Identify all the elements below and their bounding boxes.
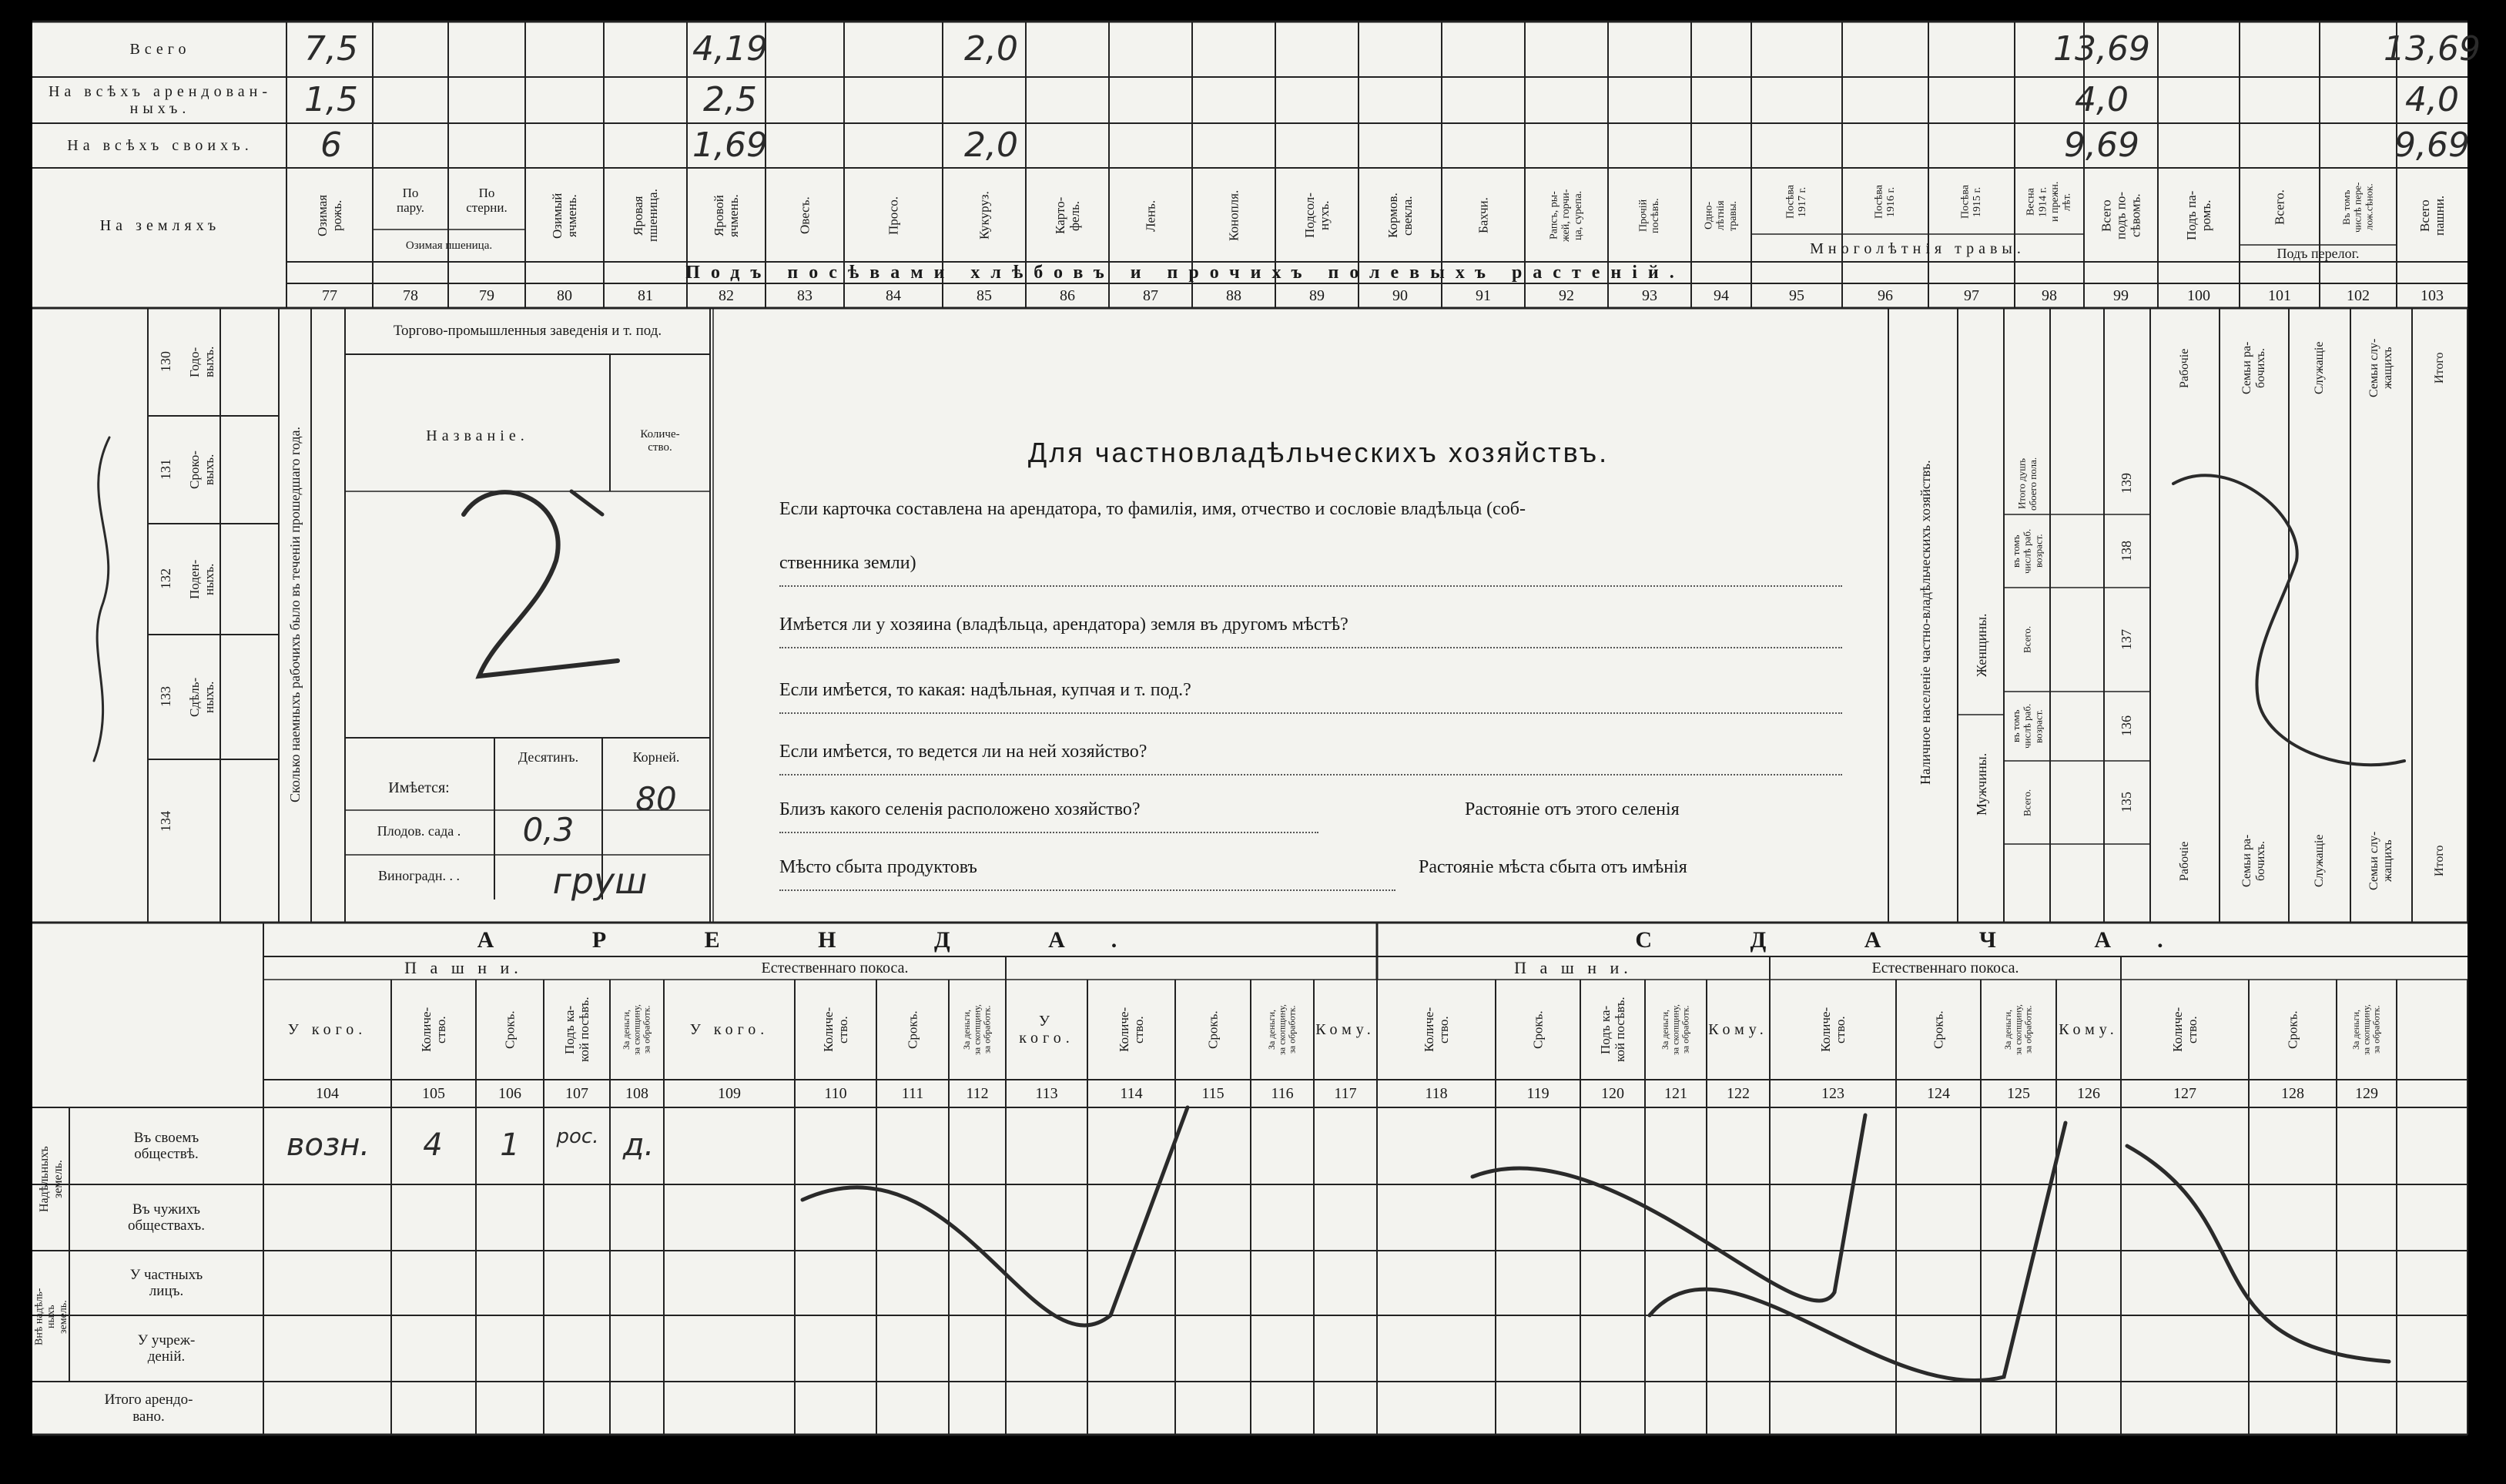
lease-column-header: У кого. <box>1019 1012 1074 1047</box>
column-number: 132 <box>157 568 173 590</box>
crop-column-header: Конопля. <box>1226 189 1241 242</box>
worker-type: Сроко- выхъ. <box>186 451 216 489</box>
question-text: Если карточка составлена на арендатора, то фамилiя, имя, отчество и сословiе владѣльца (соб- <box>779 499 1526 519</box>
lease-column-header: У кого. <box>689 1020 769 1038</box>
column-number: 100 <box>2187 286 2210 304</box>
question-text: Если имѣется, то ведется ли на ней хозяйство? <box>779 742 1842 775</box>
staff-column-bottom: Семьи ра- бочихъ. <box>2240 834 2267 888</box>
lease-row-label: У учреж- денiй. <box>137 1332 196 1365</box>
crop-column-header: Яровой ячмень. <box>711 194 741 237</box>
column-number: 139 <box>2118 473 2134 494</box>
handwritten-value: 2,0 <box>964 126 1018 166</box>
handwritten-value: 4 <box>423 1127 443 1163</box>
vineyard-label: Виноградн. . . <box>378 867 460 883</box>
column-number: 112 <box>966 1084 989 1102</box>
column-number: 82 <box>719 286 734 304</box>
lease-row-label: Въ чужихъ обществахъ. <box>128 1201 205 1234</box>
lease-column-header: Кому. <box>1315 1020 1375 1038</box>
lease-column-header: Срокъ. <box>1931 1010 1946 1049</box>
population-column: Всего. <box>2021 625 2033 654</box>
handwritten-value: 2,5 <box>703 80 757 120</box>
column-number: 80 <box>557 286 572 304</box>
handwritten-value: груш <box>552 860 648 903</box>
crop-column-header: Кукуруз. <box>977 191 992 240</box>
column-number: 136 <box>2118 715 2134 737</box>
handwritten-value: 0,3 <box>522 811 575 849</box>
column-number: 78 <box>403 286 418 304</box>
column-number: 84 <box>886 286 901 304</box>
quantity-column-header: Количе- ство. <box>640 428 680 454</box>
population-column: въ томъ числѣ раб. возраст. <box>2010 528 2045 574</box>
crop-column-header: Всего подъ по- сѣвомъ. <box>2099 191 2143 240</box>
handwritten-value: 4,0 <box>2075 80 2129 120</box>
lease-column-header: Количе- ство. <box>418 1007 448 1053</box>
column-number: 108 <box>625 1084 648 1102</box>
handwritten-dash-mark <box>571 491 602 514</box>
handwritten-dash-mark <box>94 437 109 761</box>
column-number: 124 <box>1927 1084 1950 1102</box>
column-number: 107 <box>565 1084 588 1102</box>
column-number: 113 <box>1035 1084 1058 1102</box>
column-number: 110 <box>824 1084 847 1102</box>
handwritten-value: 9,69 <box>2394 126 2470 166</box>
crop-column-header: Посѣва 1916 г. <box>1873 185 1897 219</box>
column-number: 104 <box>316 1084 339 1102</box>
column-number: 97 <box>1964 286 1979 304</box>
crop-column-header: Посѣва 1917 г. <box>1784 185 1808 219</box>
column-number: 125 <box>2007 1084 2030 1102</box>
crop-column-header: Озимая рожь. <box>314 194 344 237</box>
handwritten-value: 6 <box>320 126 342 166</box>
column-number: 135 <box>2118 792 2134 813</box>
crop-column-header: Въ томъ числѣ пере- лож.сѣнок. <box>2340 182 2375 233</box>
column-number: 118 <box>1425 1084 1448 1102</box>
column-number: 117 <box>1334 1084 1357 1102</box>
lease-column-header: Подъ ка- кой посѣвъ. <box>1597 997 1627 1063</box>
question-text: Если имѣется, то какая: надѣльная, купчая и т. под.? <box>779 680 1842 714</box>
crop-column-header: Овесъ. <box>797 196 812 235</box>
staff-column-top: Служащiе <box>2313 341 2327 395</box>
column-number: 128 <box>2281 1084 2304 1102</box>
row-label: На земляхъ <box>99 216 221 234</box>
lease-column-header: Количе- ство. <box>1421 1007 1451 1053</box>
handwritten-value: 4,19 <box>692 29 768 69</box>
lease-column-header: За деньги, за скопщину, за обработк. <box>1659 1004 1691 1055</box>
trade-establishments-title: Торгово-промышленныя заведенiя и т. под. <box>393 323 662 340</box>
column-number: 90 <box>1392 286 1408 304</box>
non-allotment-group-label: Внѣ надѣль- ныхъ земель. <box>33 1288 69 1346</box>
lease-column-header: Срокъ. <box>2285 1010 2300 1049</box>
handwritten-value: 2,0 <box>964 29 1018 69</box>
crop-column-header: Всего. <box>2272 189 2287 225</box>
handwritten-value: 1 <box>500 1127 520 1163</box>
roots-header: Корней. <box>632 749 680 765</box>
lease-row-label: Въ своемъ обществѣ. <box>133 1129 199 1162</box>
worker-type: Поден- ныхъ. <box>186 559 216 599</box>
column-number: 123 <box>1821 1084 1844 1102</box>
worker-type: Годо- выхъ. <box>186 346 216 378</box>
column-number: 89 <box>1309 286 1325 304</box>
column-number: 96 <box>1878 286 1893 304</box>
column-number: 85 <box>977 286 992 304</box>
column-number: 127 <box>2173 1084 2196 1102</box>
crop-column-header: Подсол- нухъ. <box>1302 193 1332 239</box>
row-label: На всѣхъ арендован- ныхъ. <box>48 82 272 117</box>
crop-column-header: Карто- фель. <box>1052 196 1082 235</box>
column-number: 88 <box>1226 286 1241 304</box>
column-number: 93 <box>1642 286 1657 304</box>
population-column: въ томъ числѣ раб. возраст. <box>2010 703 2045 749</box>
column-number: 131 <box>157 459 173 481</box>
handwritten-value: 1,69 <box>692 126 768 166</box>
column-number: 105 <box>422 1084 445 1102</box>
lease-column-header: За деньги, за скопщину, за обработк. <box>2350 1004 2382 1055</box>
population-label: Наличное населенiе частно-владѣльческихъ хозяйствъ. <box>1917 460 1933 785</box>
lease-column-header: Количе- ство. <box>1116 1007 1146 1053</box>
lease-column-header: За деньги, за скопщину, за обработк. <box>1265 1004 1298 1055</box>
column-number: 137 <box>2118 629 2134 650</box>
crop-column-header: Всего пашни. <box>2417 195 2447 236</box>
staff-column-bottom: Рабочiе <box>2178 841 2192 881</box>
question-text: Близъ какого селенiя расположено хозяйство? <box>779 799 1318 833</box>
column-number: 109 <box>718 1084 741 1102</box>
handwritten-value: д. <box>622 1127 655 1163</box>
lease-column-header: Подъ ка- кой посѣвъ. <box>561 997 591 1063</box>
column-number: 99 <box>2113 286 2129 304</box>
lease-column-header: Количе- ство. <box>2169 1007 2199 1053</box>
perennial-subheader: Многолѣтнiя травы. <box>1810 240 2025 257</box>
column-number: 92 <box>1559 286 1574 304</box>
population-column: Всего. <box>2021 789 2033 816</box>
column-number: 101 <box>2268 286 2291 304</box>
handwritten-dash-mark <box>1472 1115 1865 1301</box>
column-number: 94 <box>1714 286 1729 304</box>
lease-column-header: Срокъ. <box>1530 1010 1546 1049</box>
handwritten-dash-mark <box>2127 1146 2389 1362</box>
row-label: На всѣхъ своихъ. <box>67 136 253 154</box>
lease-column-header: Количе- ство. <box>1818 1007 1848 1053</box>
men-label: Мужчины. <box>1973 752 1989 816</box>
column-number: 133 <box>157 686 173 708</box>
column-number: 81 <box>638 286 653 304</box>
column-number: 134 <box>157 811 173 832</box>
column-number: 102 <box>2347 286 2370 304</box>
lease-column-header: Количе- ство. <box>820 1007 850 1053</box>
column-number: 79 <box>479 286 494 304</box>
column-number: 116 <box>1271 1084 1294 1102</box>
lease-row-label: Итого арендо- вано. <box>104 1392 193 1425</box>
handwritten-value: 1,5 <box>304 80 358 120</box>
census-card <box>32 22 2481 1435</box>
lease-column-header: За деньги, за скопщину, за обработк. <box>2002 1004 2034 1055</box>
orchard-label: Плодов. сада . <box>377 822 461 839</box>
column-number: 98 <box>2042 286 2057 304</box>
handwritten-value: 4,0 <box>2405 80 2459 120</box>
column-number: 95 <box>1789 286 1804 304</box>
lease-column-header: За деньги, за скопщину, за обработк. <box>960 1004 993 1055</box>
staff-column-top: Рабочiе <box>2178 348 2192 388</box>
column-number: 130 <box>157 351 173 373</box>
handwritten-dash-mark <box>802 1107 1188 1325</box>
arable-subheader: П а ш н и. <box>404 957 523 977</box>
lease-row-label: У частныхъ лицъ. <box>129 1266 203 1299</box>
lease-column-header: У кого. <box>287 1020 367 1038</box>
private-farm-title: Для частновладѣльческихъ хозяйствъ. <box>1027 436 1610 468</box>
handwritten-value: 7,5 <box>304 29 358 69</box>
crop-column-header: Яровая пшеница. <box>630 189 660 243</box>
question-text: Мѣсто сбыта продуктовъ <box>779 857 1395 891</box>
lease-column-header: Срокъ. <box>1205 1010 1221 1049</box>
column-number: 77 <box>322 286 337 304</box>
column-number: 83 <box>797 286 812 304</box>
name-column-header: Названiе. <box>426 427 529 444</box>
handwritten-value: 13,69 <box>2053 29 2150 69</box>
crop-column-header: Одно- лѣтнiя травы. <box>1703 200 1739 231</box>
column-number: 106 <box>498 1084 521 1102</box>
question-text: Растоянiе отъ этого селенiя <box>1465 799 1680 819</box>
question-text: ственника земли) <box>779 553 1842 587</box>
staff-column-bottom: Служащiе <box>2313 834 2327 888</box>
lease-column-header: Срокъ. <box>502 1010 518 1049</box>
lease-column-header: Срокъ. <box>905 1010 920 1049</box>
row-label: Всего <box>129 40 191 58</box>
crop-column-header: Подъ па- ромъ. <box>2183 190 2213 241</box>
lease-column-header: Кому. <box>2059 1020 2119 1038</box>
lease-column-header: За деньги, за скопщину, за обработк. <box>620 1004 652 1055</box>
column-number: 129 <box>2355 1084 2378 1102</box>
question-text: Имѣется ли у хозяина (владѣльца, арендатора) земля въ другомъ мѣстѣ? <box>779 615 1842 648</box>
column-number: 111 <box>901 1084 924 1102</box>
handwritten-value: 9,69 <box>2064 126 2139 166</box>
population-column: Итого душъ обоего пола. <box>2015 457 2039 511</box>
crop-column-header: Озимый ячмень. <box>549 193 579 239</box>
lease-column-header: Кому. <box>1708 1020 1768 1038</box>
lease-section-title: А Р Е Н Д А. <box>477 927 1164 953</box>
staff-column-top: Семьи слу- жащихъ <box>2367 338 2394 398</box>
arable-subheader: П а ш н и. <box>1514 957 1633 977</box>
crop-column-header: Кормов. свекла. <box>1385 193 1415 239</box>
crop-column-header: Прочiй посѣвъ. <box>1637 198 1661 233</box>
column-number: 87 <box>1143 286 1158 304</box>
column-number: 122 <box>1727 1084 1750 1102</box>
column-number: 119 <box>1526 1084 1549 1102</box>
handwritten-value: 80 <box>635 780 677 819</box>
hay-subheader: Естественнаго покоса. <box>1871 959 2019 976</box>
column-number: 138 <box>2118 541 2134 561</box>
allotment-group-label: Надѣльныхъ земель. <box>38 1146 65 1212</box>
handwritten-value: возн. <box>286 1127 370 1163</box>
crop-column-header: По стерни. <box>466 185 508 215</box>
crop-column-header: Весна 1914 г. и прежн. лѣт. <box>2025 181 2073 223</box>
crop-column-header: По пару. <box>397 185 424 215</box>
question-text: Растоянiе мѣста сбыта отъ имѣнiя <box>1419 857 1687 877</box>
column-number: 121 <box>1664 1084 1687 1102</box>
crop-column-header: Бахчи. <box>1476 197 1491 234</box>
wheat-subheader: Озимая пшеница. <box>405 239 493 252</box>
desyatin-header: Десятинъ. <box>518 749 579 765</box>
column-number: 126 <box>2077 1084 2100 1102</box>
handwritten-dash-mark <box>464 492 618 676</box>
column-number: 114 <box>1120 1084 1143 1102</box>
staff-column-bottom: Семьи слу- жащихъ <box>2367 831 2394 891</box>
staff-column-bottom: Итого <box>2433 845 2447 877</box>
crop-column-header: Ленъ. <box>1143 199 1158 232</box>
has-label: Имѣется: <box>388 779 450 796</box>
staff-column-top: Семьи ра- бочихъ. <box>2240 341 2267 395</box>
crop-column-header: Рапсъ, ры- жей, горчи- ца, сурепа. <box>1548 189 1584 243</box>
crop-column-header: Посѣва 1915 г. <box>1959 185 1983 219</box>
hired-workers-label: Сколько наемныхъ рабочихъ было въ теченiи прошедшаго года. <box>286 426 303 803</box>
column-number: 86 <box>1060 286 1075 304</box>
staff-column-top: Итого <box>2433 352 2447 384</box>
crop-section-title: Подъ посѣвами хлѣбовъ и прочихъ полевыхъ растенiй. <box>685 262 1685 283</box>
hay-subheader: Естественнаго покоса. <box>761 959 909 976</box>
women-label: Женщины. <box>1973 613 1989 678</box>
column-number: 120 <box>1601 1084 1624 1102</box>
crop-column-header: Просо. <box>886 196 901 235</box>
sublet-section-title: С Д А Ч А. <box>1635 927 2210 953</box>
column-number: 103 <box>2421 286 2444 304</box>
handwritten-value: 13,69 <box>2384 29 2481 69</box>
worker-type: Сдѣль- ныхъ. <box>186 677 216 717</box>
column-number: 91 <box>1476 286 1491 304</box>
fallow-subheader: Подъ перелог. <box>2277 245 2360 261</box>
column-number: 115 <box>1201 1084 1225 1102</box>
handwritten-value: рос. <box>556 1125 599 1149</box>
